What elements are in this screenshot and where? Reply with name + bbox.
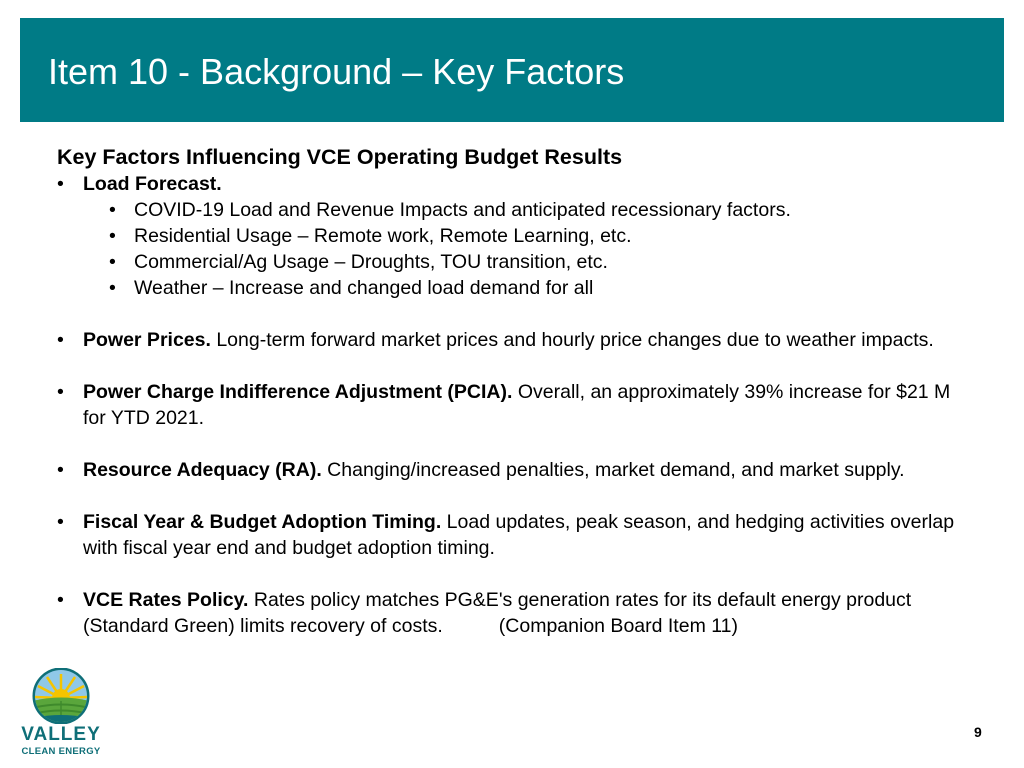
bullet-resource-adequacy: [57, 457, 967, 483]
bullet-label: VCE Rates Policy.: [83, 589, 249, 611]
slide-title: Item 10 - Background – Key Factors: [48, 51, 625, 92]
bullet-label: Power Prices.: [83, 329, 211, 351]
slide-content: [57, 143, 967, 639]
bullet-load-forecast: [57, 171, 967, 197]
sub-bullet-commercial: • Commercial/Ag Usage – Droughts, TOU transition, etc.: [57, 249, 967, 275]
bullet-pcia: [57, 379, 967, 431]
bullet-text: Overall, an approximately 39% increase for $21 M for YTD 2021.: [83, 381, 951, 429]
valley-clean-energy-logo: [18, 668, 104, 760]
bullet-label: Resource Adequacy (RA).: [83, 459, 322, 481]
companion-item-reference: (Companion Board Item 11): [498, 615, 738, 637]
bullet-power-prices: [57, 327, 967, 353]
page-number: 9: [974, 724, 982, 740]
bullet-fiscal-year: [57, 509, 967, 561]
bullet-text: Load updates, peak season, and hedging activities overlap with fiscal year end and budget adoption timing.: [83, 511, 955, 559]
sub-bullet-weather: • Weather – Increase and changed load demand for all: [57, 275, 967, 301]
section-heading: Key Factors Influencing VCE Operating Budget Results: [57, 145, 623, 169]
bullet-text: Rates policy matches PG&E's generation rates for its default energy product (Standard Green) limits recovery of costs.: [83, 589, 912, 637]
sunrise-field-icon: [18, 668, 104, 724]
logo-subtitle: CLEAN ENERGY: [21, 746, 101, 757]
bullet-label: Fiscal Year & Budget Adoption Timing.: [83, 511, 442, 533]
bullet-label: Load Forecast.: [83, 173, 222, 195]
bullet-text: Long-term forward market prices and hourly price changes due to weather impacts.: [210, 329, 934, 351]
logo-name: VALLEY: [21, 724, 101, 745]
bullet-text: Changing/increased penalties, market demand, and market supply.: [321, 459, 905, 481]
bullet-vce-rates-policy: [57, 587, 967, 639]
sub-bullet-covid: • COVID-19 Load and Revenue Impacts and anticipated recessionary factors.: [57, 197, 967, 223]
bullet-label: Power Charge Indifference Adjustment (PCIA).: [83, 381, 513, 403]
title-bar: [20, 18, 1004, 122]
sub-bullet-residential: • Residential Usage – Remote work, Remote Learning, etc.: [57, 223, 967, 249]
